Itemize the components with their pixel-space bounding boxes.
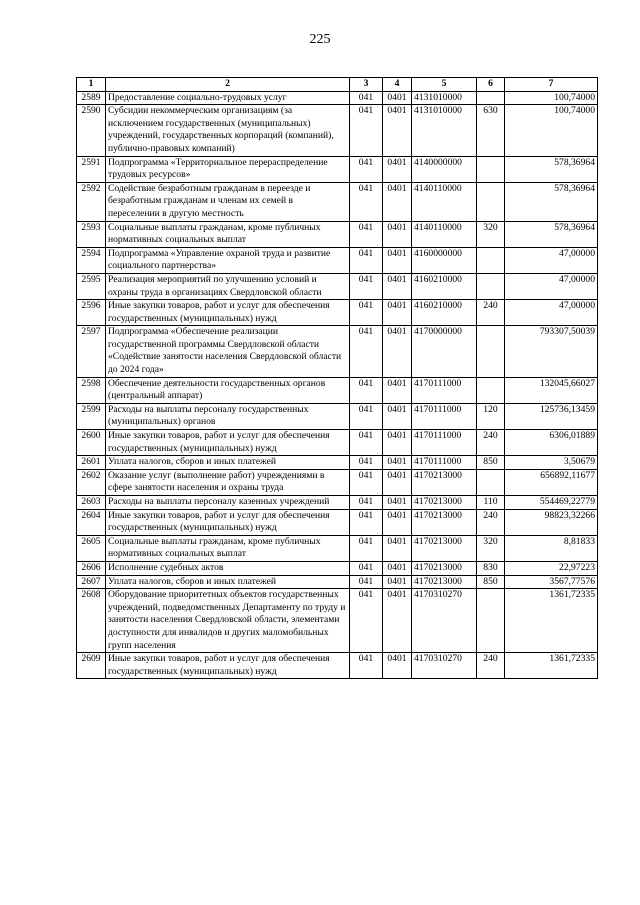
row-code-5: 4170213000 bbox=[412, 496, 477, 510]
row-name: Оборудование приоритетных объектов государственных учреждений, подведомственных Департаменту по труду и занятости населения Свердловской области, элементами доступности для инвалидов и других маломобильных групп населения bbox=[106, 589, 350, 653]
row-number: 2599 bbox=[77, 403, 106, 429]
row-code-6: 320 bbox=[477, 535, 505, 561]
row-number: 2598 bbox=[77, 377, 106, 403]
table-row bbox=[77, 91, 598, 105]
row-amount: 1361,72335 bbox=[505, 589, 598, 653]
table-row bbox=[77, 561, 598, 575]
row-code-3: 041 bbox=[350, 377, 383, 403]
row-name: Оказание услуг (выполнение работ) учреждениями в сфере занятости населения и охраны труда bbox=[106, 469, 350, 495]
row-code-4: 0401 bbox=[383, 105, 412, 156]
row-number: 2605 bbox=[77, 535, 106, 561]
row-code-3: 041 bbox=[350, 273, 383, 299]
row-amount: 793307,50039 bbox=[505, 326, 598, 377]
row-code-4: 0401 bbox=[383, 403, 412, 429]
row-code-6: 320 bbox=[477, 221, 505, 247]
row-code-4: 0401 bbox=[383, 377, 412, 403]
row-name: Иные закупки товаров, работ и услуг для обеспечения государственных (муниципальных) нужд bbox=[106, 653, 350, 679]
table-row bbox=[77, 575, 598, 589]
row-number: 2607 bbox=[77, 575, 106, 589]
row-number: 2603 bbox=[77, 496, 106, 510]
row-code-4: 0401 bbox=[383, 561, 412, 575]
row-code-5: 4160210000 bbox=[412, 273, 477, 299]
row-code-6: 240 bbox=[477, 509, 505, 535]
row-code-4: 0401 bbox=[383, 496, 412, 510]
row-amount: 8,81833 bbox=[505, 535, 598, 561]
row-amount: 47,00000 bbox=[505, 247, 598, 273]
row-name: Субсидии некоммерческим организациям (за исключением государственных (муниципальных) учреждений, государственных корпораций (компаний), публично-правовых компаний) bbox=[106, 105, 350, 156]
row-name: Иные закупки товаров, работ и услуг для обеспечения государственных (муниципальных) нужд bbox=[106, 430, 350, 456]
row-code-4: 0401 bbox=[383, 156, 412, 182]
row-name: Уплата налогов, сборов и иных платежей bbox=[106, 456, 350, 470]
row-number: 2595 bbox=[77, 273, 106, 299]
row-code-6 bbox=[477, 326, 505, 377]
table-row bbox=[77, 430, 598, 456]
row-code-4: 0401 bbox=[383, 575, 412, 589]
row-name: Подпрограмма «Обеспечение реализации государственной программы Свердловской области «Содействие занятости населения Свердловской области до 2024 года» bbox=[106, 326, 350, 377]
row-amount: 578,36964 bbox=[505, 182, 598, 221]
row-amount: 3,50679 bbox=[505, 456, 598, 470]
column-header: 1 bbox=[77, 78, 106, 92]
row-code-4: 0401 bbox=[383, 653, 412, 679]
row-code-4: 0401 bbox=[383, 535, 412, 561]
row-code-5: 4140110000 bbox=[412, 221, 477, 247]
column-header: 7 bbox=[505, 78, 598, 92]
row-number: 2594 bbox=[77, 247, 106, 273]
row-code-4: 0401 bbox=[383, 247, 412, 273]
page-number: 225 bbox=[309, 32, 331, 47]
row-number: 2597 bbox=[77, 326, 106, 377]
row-code-6 bbox=[477, 247, 505, 273]
row-number: 2600 bbox=[77, 430, 106, 456]
row-code-6: 240 bbox=[477, 653, 505, 679]
row-amount: 554469,22779 bbox=[505, 496, 598, 510]
row-code-4: 0401 bbox=[383, 273, 412, 299]
row-code-5: 4131010000 bbox=[412, 91, 477, 105]
row-name: Уплата налогов, сборов и иных платежей bbox=[106, 575, 350, 589]
row-amount: 656892,11677 bbox=[505, 469, 598, 495]
row-number: 2591 bbox=[77, 156, 106, 182]
row-code-5: 4170310270 bbox=[412, 589, 477, 653]
row-code-3: 041 bbox=[350, 430, 383, 456]
row-code-6: 120 bbox=[477, 403, 505, 429]
row-code-3: 041 bbox=[350, 589, 383, 653]
row-code-4: 0401 bbox=[383, 469, 412, 495]
column-header: 6 bbox=[477, 78, 505, 92]
row-number: 2604 bbox=[77, 509, 106, 535]
table-row bbox=[77, 300, 598, 326]
row-code-6 bbox=[477, 156, 505, 182]
row-code-6 bbox=[477, 182, 505, 221]
row-code-5: 4170213000 bbox=[412, 561, 477, 575]
column-header: 3 bbox=[350, 78, 383, 92]
row-number: 2589 bbox=[77, 91, 106, 105]
row-amount: 3567,77576 bbox=[505, 575, 598, 589]
row-code-5: 4140000000 bbox=[412, 156, 477, 182]
row-number: 2608 bbox=[77, 589, 106, 653]
row-amount: 6306,01889 bbox=[505, 430, 598, 456]
row-number: 2593 bbox=[77, 221, 106, 247]
row-amount: 578,36964 bbox=[505, 156, 598, 182]
row-name: Реализация мероприятий по улучшению условий и охраны труда в организациях Свердловской области bbox=[106, 273, 350, 299]
row-code-5: 4170213000 bbox=[412, 575, 477, 589]
row-code-3: 041 bbox=[350, 575, 383, 589]
row-code-4: 0401 bbox=[383, 456, 412, 470]
table-row bbox=[77, 221, 598, 247]
row-code-6 bbox=[477, 469, 505, 495]
row-code-5: 4131010000 bbox=[412, 105, 477, 156]
row-code-4: 0401 bbox=[383, 589, 412, 653]
row-name: Подпрограмма «Территориальное перераспределение трудовых ресурсов» bbox=[106, 156, 350, 182]
row-code-6: 240 bbox=[477, 300, 505, 326]
row-code-6: 240 bbox=[477, 430, 505, 456]
row-number: 2602 bbox=[77, 469, 106, 495]
row-amount: 578,36964 bbox=[505, 221, 598, 247]
table-row bbox=[77, 509, 598, 535]
row-number: 2601 bbox=[77, 456, 106, 470]
table-row bbox=[77, 247, 598, 273]
column-header: 2 bbox=[106, 78, 350, 92]
header-row bbox=[77, 78, 598, 92]
table-row bbox=[77, 496, 598, 510]
row-code-6 bbox=[477, 91, 505, 105]
row-code-5: 4170111000 bbox=[412, 377, 477, 403]
row-code-6 bbox=[477, 589, 505, 653]
row-code-4: 0401 bbox=[383, 91, 412, 105]
row-code-5: 4170111000 bbox=[412, 456, 477, 470]
row-number: 2596 bbox=[77, 300, 106, 326]
row-code-4: 0401 bbox=[383, 509, 412, 535]
row-code-3: 041 bbox=[350, 156, 383, 182]
row-code-3: 041 bbox=[350, 105, 383, 156]
row-name: Подпрограмма «Управление охраной труда и развитие социального партнерства» bbox=[106, 247, 350, 273]
row-number: 2592 bbox=[77, 182, 106, 221]
row-code-4: 0401 bbox=[383, 182, 412, 221]
column-header: 5 bbox=[412, 78, 477, 92]
row-code-3: 041 bbox=[350, 561, 383, 575]
row-code-4: 0401 bbox=[383, 430, 412, 456]
table-row bbox=[77, 326, 598, 377]
row-amount: 1361,72335 bbox=[505, 653, 598, 679]
row-code-3: 041 bbox=[350, 469, 383, 495]
row-code-5: 4170213000 bbox=[412, 469, 477, 495]
row-code-3: 041 bbox=[350, 182, 383, 221]
table-body bbox=[77, 91, 598, 679]
row-amount: 98823,32266 bbox=[505, 509, 598, 535]
row-code-6 bbox=[477, 273, 505, 299]
row-code-3: 041 bbox=[350, 535, 383, 561]
table-row bbox=[77, 273, 598, 299]
table-row bbox=[77, 469, 598, 495]
row-amount: 47,00000 bbox=[505, 273, 598, 299]
row-name: Расходы на выплаты персоналу казенных учреждений bbox=[106, 496, 350, 510]
row-code-5: 4170111000 bbox=[412, 430, 477, 456]
row-code-4: 0401 bbox=[383, 300, 412, 326]
row-code-6: 830 bbox=[477, 561, 505, 575]
row-code-6 bbox=[477, 377, 505, 403]
row-code-3: 041 bbox=[350, 496, 383, 510]
row-code-5: 4160210000 bbox=[412, 300, 477, 326]
row-code-5: 4170213000 bbox=[412, 535, 477, 561]
row-code-4: 0401 bbox=[383, 326, 412, 377]
row-name: Содействие безработным гражданам в переезде и безработным гражданам и членам их семей в переселении в другую местность bbox=[106, 182, 350, 221]
row-name: Иные закупки товаров, работ и услуг для обеспечения государственных (муниципальных) нужд bbox=[106, 300, 350, 326]
row-amount: 125736,13459 bbox=[505, 403, 598, 429]
row-code-3: 041 bbox=[350, 300, 383, 326]
row-name: Предоставление социально-трудовых услуг bbox=[106, 91, 350, 105]
row-code-3: 041 bbox=[350, 221, 383, 247]
row-code-6: 850 bbox=[477, 456, 505, 470]
row-code-6: 850 bbox=[477, 575, 505, 589]
row-code-5: 4170111000 bbox=[412, 403, 477, 429]
table-row bbox=[77, 377, 598, 403]
row-code-5: 4160000000 bbox=[412, 247, 477, 273]
row-number: 2606 bbox=[77, 561, 106, 575]
row-code-3: 041 bbox=[350, 456, 383, 470]
table-row bbox=[77, 182, 598, 221]
table-row bbox=[77, 403, 598, 429]
row-code-3: 041 bbox=[350, 403, 383, 429]
row-name: Иные закупки товаров, работ и услуг для обеспечения государственных (муниципальных) нужд bbox=[106, 509, 350, 535]
row-code-6: 630 bbox=[477, 105, 505, 156]
row-code-3: 041 bbox=[350, 247, 383, 273]
table-row bbox=[77, 589, 598, 653]
row-amount: 132045,66027 bbox=[505, 377, 598, 403]
row-amount: 47,00000 bbox=[505, 300, 598, 326]
table-row bbox=[77, 105, 598, 156]
row-name: Расходы на выплаты персоналу государственных (муниципальных) органов bbox=[106, 403, 350, 429]
column-header: 4 bbox=[383, 78, 412, 92]
row-code-5: 4170213000 bbox=[412, 509, 477, 535]
row-amount: 22,97223 bbox=[505, 561, 598, 575]
row-code-6: 110 bbox=[477, 496, 505, 510]
row-code-3: 041 bbox=[350, 653, 383, 679]
table-row bbox=[77, 653, 598, 679]
row-code-5: 4140110000 bbox=[412, 182, 477, 221]
row-number: 2609 bbox=[77, 653, 106, 679]
table-row bbox=[77, 456, 598, 470]
row-code-3: 041 bbox=[350, 326, 383, 377]
row-amount: 100,74000 bbox=[505, 105, 598, 156]
row-amount: 100,74000 bbox=[505, 91, 598, 105]
row-name: Социальные выплаты гражданам, кроме публичных нормативных социальных выплат bbox=[106, 221, 350, 247]
row-code-3: 041 bbox=[350, 509, 383, 535]
row-code-4: 0401 bbox=[383, 221, 412, 247]
budget-table bbox=[76, 77, 598, 679]
table-row bbox=[77, 535, 598, 561]
row-number: 2590 bbox=[77, 105, 106, 156]
row-name: Обеспечение деятельности государственных органов (центральный аппарат) bbox=[106, 377, 350, 403]
row-code-5: 4170000000 bbox=[412, 326, 477, 377]
row-name: Исполнение судебных актов bbox=[106, 561, 350, 575]
row-name: Социальные выплаты гражданам, кроме публичных нормативных социальных выплат bbox=[106, 535, 350, 561]
table-row bbox=[77, 156, 598, 182]
row-code-3: 041 bbox=[350, 91, 383, 105]
row-code-5: 4170310270 bbox=[412, 653, 477, 679]
